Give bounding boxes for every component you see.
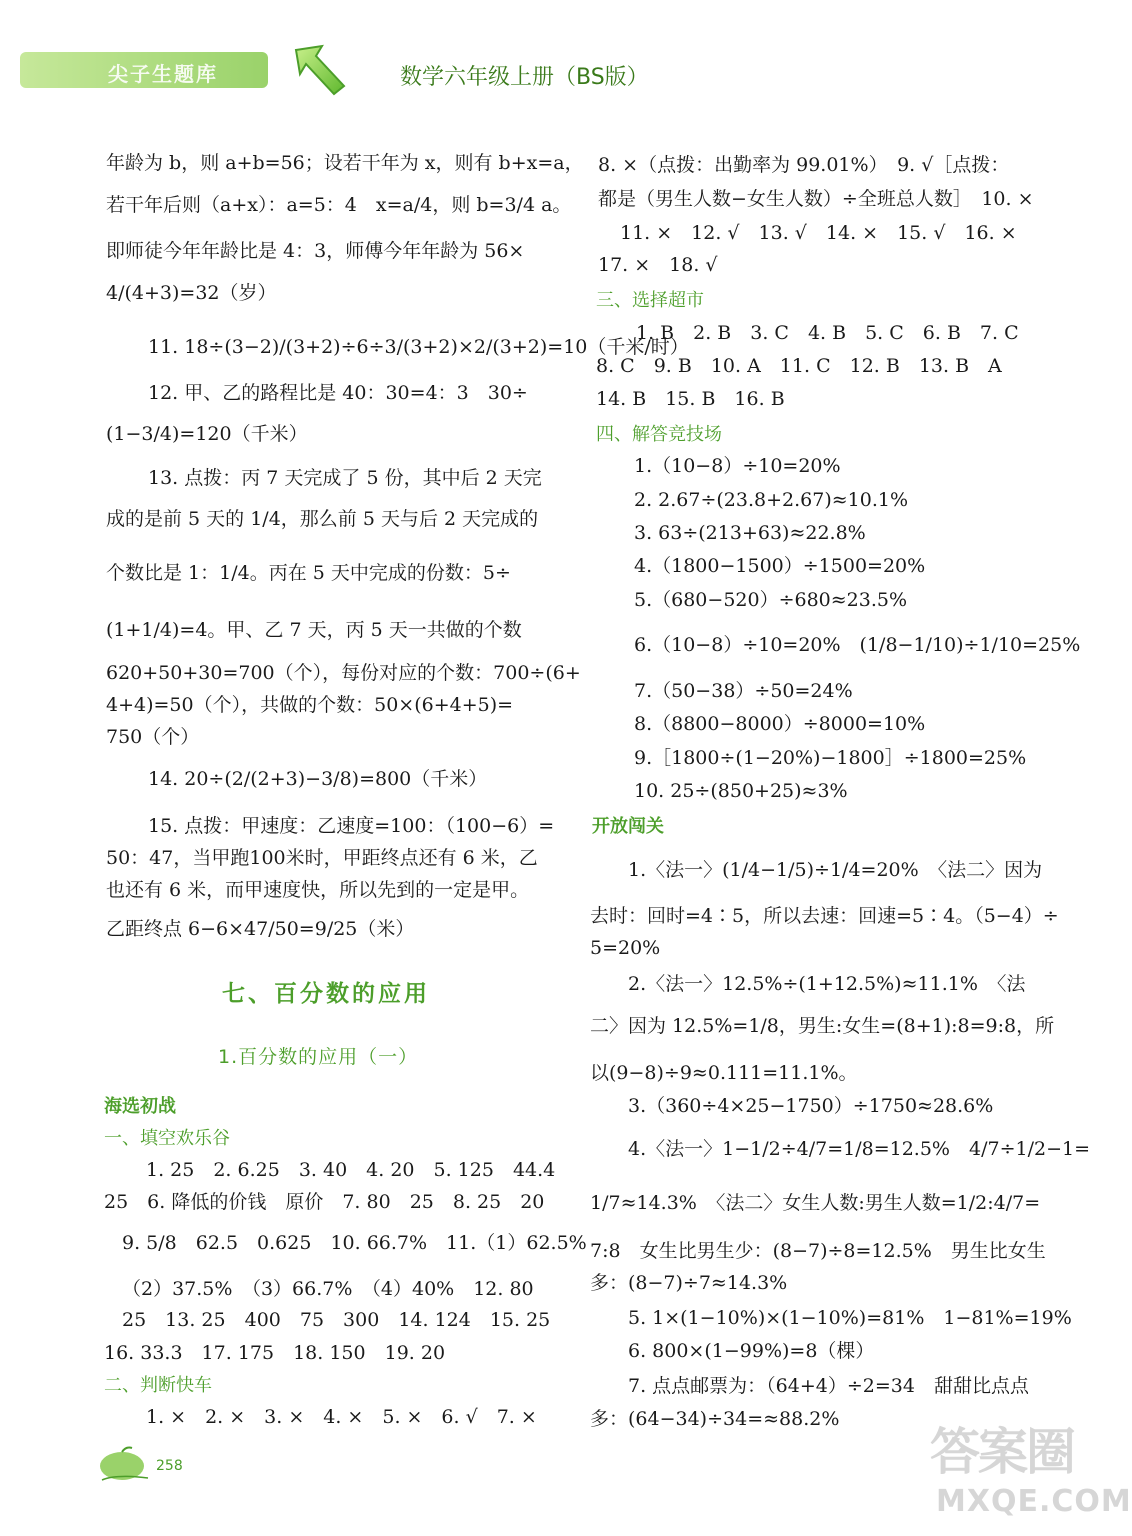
- open-heading: 开放闯关: [592, 816, 664, 837]
- left-line-18: 也还有 6 米，而甲速度快，所以先到的一定是甲。: [106, 879, 530, 901]
- choice-line-3: 14. B 15. B 16. B: [596, 388, 785, 410]
- open-line-3: 5=20%: [590, 937, 661, 959]
- left-line-6: 12. 甲、乙的路程比是 40：30=4：3 30÷: [148, 382, 528, 404]
- chapter-title: 七、百分数的应用: [222, 981, 430, 1007]
- left-line-16: 15. 点拨：甲速度：乙速度=100：（100−6）=: [148, 815, 555, 837]
- right-judge-line-4: 17. × 18. √: [598, 254, 718, 276]
- open-line-2: 去时：回时=4∶5，所以去速：回速=5∶4。（5−4）÷: [590, 905, 1059, 927]
- fill-line-3: 9. 5/8 62.5 0.625 10. 66.7% 11.（1）62.5%: [122, 1232, 587, 1254]
- answer-line-8: 8.（8800−8000）÷8000=10%: [634, 713, 926, 735]
- choice-line-2: 8. C 9. B 10. A 11. C 12. B 13. B A: [596, 355, 1002, 377]
- open-line-14: 7. 点点邮票为：（64+4）÷2=34 甜甜比点点: [628, 1375, 1029, 1397]
- open-line-6: 以(9−8)÷9≈0.111=11.1%。: [590, 1062, 858, 1084]
- open-line-15: 多：(64−34)÷34=≈88.2%: [590, 1408, 840, 1430]
- left-line-13: 4+4)=50（个），共做的个数：50×(6+4+5)=: [106, 694, 514, 716]
- watermark-line-1: 答案圈: [930, 1423, 1074, 1481]
- open-line-10: 7:8 女生比男生少：(8−7)÷8=12.5% 男生比女生: [590, 1240, 1046, 1262]
- answer-line-2: 2. 2.67÷(23.8+2.67)≈10.1%: [634, 489, 909, 511]
- header-tab-label: 尖子生题库: [108, 62, 218, 86]
- fill-line-4: （2）37.5% （3）66.7% （4）40% 12. 80: [122, 1278, 534, 1300]
- open-line-8: 4.〈法一〉1−1/2÷4/7=1/8=12.5% 4/7÷1/2−1=: [628, 1138, 1090, 1160]
- answer-line-5: 5.（680−520）÷680≈23.5%: [634, 589, 908, 611]
- answer-line-6: 6.（10−8）÷10=20% (1/8−1/10)÷1/10=25%: [634, 634, 1081, 656]
- answer-line-3: 3. 63÷(213+63)≈22.8%: [634, 522, 866, 544]
- open-line-12: 5. 1×(1−10%)×(1−10%)=81% 1−81%=19%: [628, 1307, 1072, 1329]
- fill-line-6: 16. 33.3 17. 175 18. 150 19. 20: [104, 1342, 446, 1364]
- leaf-icon: [96, 1446, 154, 1482]
- right-judge-line-1: 8. ×（点拨：出勤率为 99.01%） 9. √［点拨：: [598, 154, 1010, 176]
- answer-line-10: 10. 25÷(850+25)≈3%: [634, 780, 848, 802]
- left-line-19: 乙距终点 6−6×47/50=9/25（米）: [106, 918, 415, 940]
- judge-line-1: 1. × 2. × 3. × 4. × 5. × 6. √ 7. ×: [146, 1406, 537, 1428]
- left-line-12: 620+50+30=700（个），每份对应的个数：700÷(6+: [106, 662, 581, 684]
- open-line-5: 二〉因为 12.5%=1/8，男生:女生=(8+1):8=9:8，所: [590, 1015, 1055, 1037]
- left-line-11: (1+1/4)=4。甲、乙 7 天，丙 5 天一共做的个数: [106, 619, 522, 641]
- judge-heading: 二、判断快车: [104, 1375, 212, 1396]
- left-line-3: 即师徒今年年龄比是 4：3，师傅今年年龄为 56×: [106, 240, 525, 262]
- arrow-icon: [292, 42, 348, 98]
- section-title: 1.百分数的应用（一）: [218, 1046, 419, 1068]
- open-line-7: 3.（360÷4×25−1750）÷1750≈28.6%: [628, 1095, 994, 1117]
- left-line-15: 14. 20÷(2/(2+3)−3/8)=800（千米）: [148, 768, 488, 790]
- fill-line-1: 1. 25 2. 6.25 3. 40 4. 20 5. 125 44.4: [146, 1159, 556, 1181]
- answer-line-1: 1.（10−8）÷10=20%: [634, 455, 841, 477]
- left-line-9: 成的是前 5 天的 1/4，那么前 5 天与后 2 天完成的: [106, 508, 539, 530]
- watermark-line-2: MXQE.COM: [936, 1484, 1132, 1519]
- page-number: 258: [156, 1458, 183, 1474]
- left-line-8: 13. 点拨：丙 7 天完成了 5 份，其中后 2 天完: [148, 467, 542, 489]
- right-judge-line-2: 都是（男生人数−女生人数）÷全班总人数］ 10. ×: [598, 188, 1034, 210]
- fill-line-5: 25 13. 25 400 75 300 14. 124 15. 25: [122, 1309, 551, 1331]
- left-line-7: (1−3/4)=120（千米）: [106, 423, 308, 445]
- choice-line-1: 1. B 2. B 3. C 4. B 5. C 6. B 7. C: [636, 322, 1019, 344]
- choice-heading: 三、选择超市: [596, 290, 704, 311]
- left-line-14: 750（个）: [106, 726, 200, 748]
- left-line-1: 年龄为 b，则 a+b=56；设若干年为 x，则有 b+x=a，: [106, 152, 584, 174]
- answer-line-4: 4.（1800−1500）÷1500=20%: [634, 555, 926, 577]
- left-line-5: 11. 18÷(3−2)/(3+2)÷6÷3/(3+2)×2/(3+2)=10（千米/时）: [148, 336, 689, 358]
- open-line-11: 多：(8−7)÷7≈14.3%: [590, 1272, 788, 1294]
- open-line-1: 1.〈法一〉(1/4−1/5)÷1/4=20% 〈法二〉因为: [628, 859, 1043, 881]
- answer-line-7: 7.（50−38）÷50=24%: [634, 680, 853, 702]
- left-line-4: 4/(4+3)=32（岁）: [106, 282, 277, 304]
- fill-line-2: 25 6. 降低的价钱 原价 7. 80 25 8. 25 20: [104, 1191, 545, 1213]
- left-line-2: 若干年后则（a+x）：a=5：4 x=a/4，则 b=3/4 a。: [106, 194, 572, 216]
- haixuan-heading: 海选初战: [104, 1096, 176, 1117]
- fill-heading: 一、填空欢乐谷: [104, 1128, 230, 1149]
- answer-heading: 四、解答竞技场: [596, 424, 722, 445]
- left-line-10: 个数比是 1：1/4。丙在 5 天中完成的份数：5÷: [106, 562, 511, 584]
- header-tab: [20, 52, 268, 88]
- left-line-17: 50：47，当甲跑100米时，甲距终点还有 6 米，乙: [106, 847, 538, 869]
- open-line-9: 1/7≈14.3% 〈法二〉女生人数:男生人数=1/2:4/7=: [590, 1192, 1041, 1214]
- right-judge-line-3: 11. × 12. √ 13. √ 14. × 15. √ 16. ×: [620, 222, 1017, 244]
- open-line-13: 6. 800×(1−99%)=8（棵）: [628, 1340, 875, 1362]
- answer-line-9: 9.［1800÷(1−20%)−1800］÷1800=25%: [634, 747, 1027, 769]
- open-line-4: 2.〈法一〉12.5%÷(1+12.5%)≈11.1% 〈法: [628, 973, 1026, 995]
- watermark: [930, 1412, 1132, 1530]
- header-title: 数学六年级上册（BS版）: [400, 65, 649, 90]
